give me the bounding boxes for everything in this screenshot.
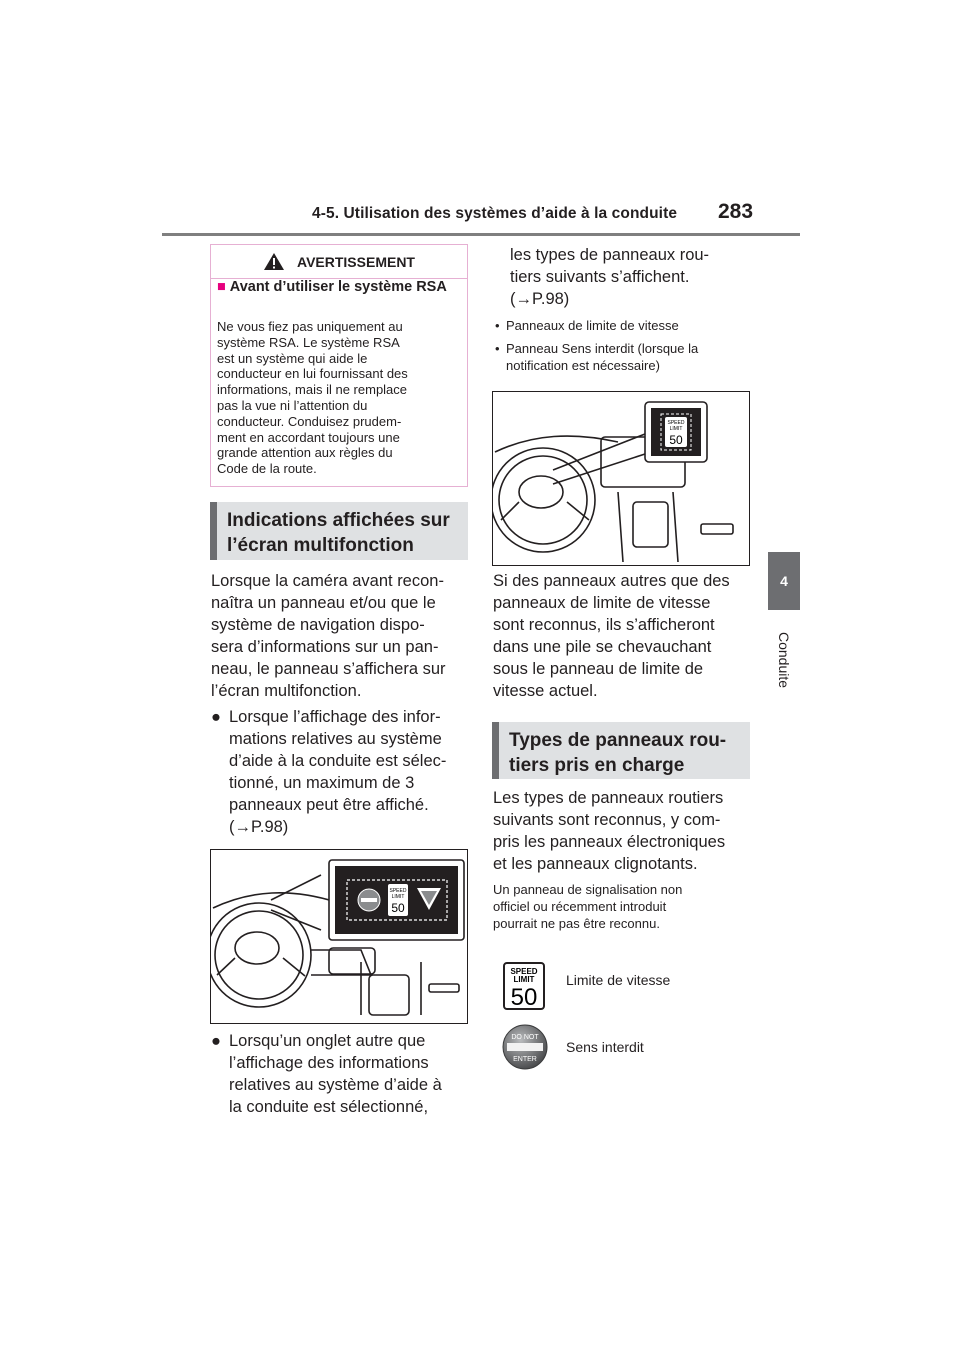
chapter-label: Conduite <box>776 631 793 689</box>
continuation-paragraph: les types de panneaux rou- tiers suivants s’affichent. (→P.98) <box>510 246 710 308</box>
sign-speed-text: SPEED <box>667 420 685 426</box>
page-number: 283 <box>718 200 754 223</box>
warning-subtitle: ■ Avant d’utiliser le système RSA <box>217 279 447 295</box>
sign-enter-text: ENTER <box>513 1056 537 1063</box>
sub-bullet-item: • Panneau Sens interdit (lorsque la notification est nécessaire) <box>495 341 699 373</box>
do-not-enter-label: Sens interdit <box>566 1039 644 1055</box>
section-heading-display: Indications affichées sur l’écran multifonction <box>210 502 468 560</box>
header-divider <box>162 233 800 236</box>
warning-header <box>211 245 467 279</box>
sub-bullet-item: • Panneaux de limite de vitesse <box>495 318 679 333</box>
sign-speed-text: SPEED <box>389 888 407 894</box>
sign-value-text: 50 <box>510 984 538 1010</box>
sign-limit-text: LIMIT <box>391 894 405 900</box>
dashboard-speed-sign-figure <box>492 391 750 566</box>
chapter-number: 4 <box>780 573 788 589</box>
warning-title: AVERTISSEMENT <box>297 253 415 270</box>
bullet-dot-icon: ● <box>211 708 221 726</box>
sub-bullet-list <box>493 317 753 374</box>
square-bullet-icon: ■ <box>217 279 226 295</box>
dashboard-three-signs-figure <box>210 849 468 1024</box>
warning-triangle-icon <box>263 252 285 271</box>
sign-value-text: 50 <box>669 433 683 447</box>
note-paragraph: Un panneau de signalisation non officiel ou récemment introduit pourrait ne pas être reconnu. <box>493 882 683 931</box>
section-title: 4-5. Utilisation des systèmes d’aide à la conduite <box>312 205 678 222</box>
sign-limit-text: LIMIT <box>669 426 683 432</box>
sign-limit-text: LIMIT <box>513 975 535 984</box>
bullet-paragraph-1: ● Lorsque l’affichage des infor- mations relatives au système d’aide à la conduite est sélec- tionné, un maximum de 3 panneaux peut être affiché. (→P.98) <box>211 708 447 836</box>
warning-box <box>210 244 468 487</box>
stacking-paragraph: Si des panneaux autres que des panneaux de limite de vitesse sont reconnus, ils s’afficheront dans une pile se chevauchant sous le panneau de limite de vitesse actuel. <box>493 572 730 700</box>
sign-speed-text: SPEED <box>510 967 538 976</box>
bullet-dot-icon: ● <box>211 1032 221 1050</box>
types-paragraph: Les types de panneaux routiers suivants sont reconnus, y com- pris les panneaux électroniques et les panneaux clignotants. <box>493 789 726 873</box>
dashboard-illustration <box>493 392 749 565</box>
do-not-enter-sign-icon <box>502 1024 548 1070</box>
chapter-tab[interactable] <box>768 552 800 610</box>
speed-limit-label: Limite de vitesse <box>566 972 671 988</box>
section-heading-types: Types de panneaux rou- tiers pris en charge <box>492 722 750 779</box>
intro-paragraph: Lorsque la caméra avant recon- naîtra un panneau et/ou que le système de navigation dispo- sera d’informations sur un pan- neau, le panneau s’affichera sur l’écran multifonction. <box>211 572 446 700</box>
sign-do-not-text: DO NOT <box>511 1034 539 1041</box>
speed-limit-sign-icon <box>503 962 545 1010</box>
dashboard-illustration <box>211 850 467 1023</box>
bullet-paragraph-2: ● Lorsqu’un onglet autre que l’affichage des informations relatives au système d’aide à la conduite est sélectionné, <box>211 1032 442 1116</box>
warning-text: Ne vous fiez pas uniquement au système RSA. Le système RSA est un système qui aide le conducteur en lui fournissant des informations, mais il ne remplace pas la vue ni l’attention du conducteur. Conduisez prudem- ment en accordant toujours une grande attention aux règles du Code de la route. <box>217 319 408 477</box>
sign-value-text: 50 <box>391 901 405 915</box>
